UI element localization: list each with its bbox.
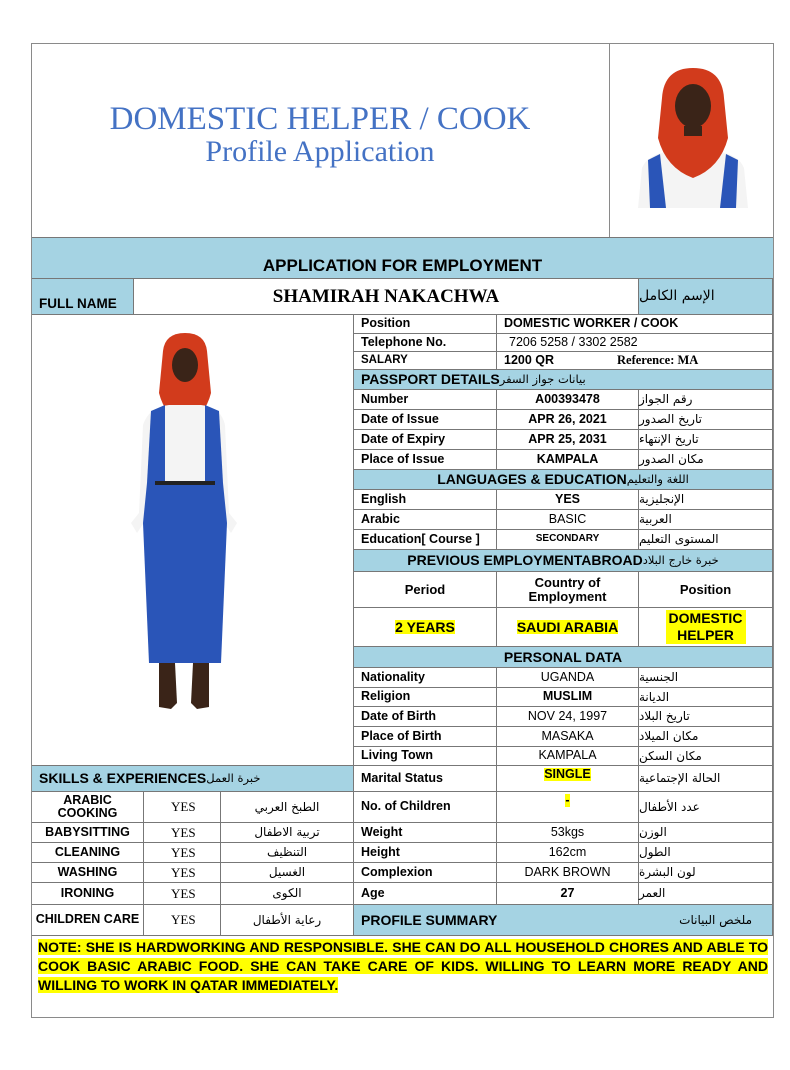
personal-data-heading: PERSONAL DATA (354, 647, 773, 668)
skill-arabic-cooking-ar: الطبخ العربي (221, 792, 354, 823)
skill-cleaning-value: YES (144, 843, 221, 863)
skills-heading-ar: خبرة العمل (206, 771, 261, 786)
date-of-expiry-label: Date of Expiry (354, 430, 497, 450)
marital-status-label: Marital Status (354, 766, 497, 792)
period-header: Period (354, 572, 497, 608)
marital-status-cell (497, 766, 639, 792)
country-value: SAUDI ARABIA (516, 618, 619, 635)
period-cell (354, 608, 497, 647)
children-ar: عدد الأطفال (639, 792, 773, 823)
profile-note (38, 938, 768, 995)
skill-children-care-value: YES (144, 905, 221, 936)
position-label: Position (354, 315, 497, 334)
previous-position-cell (639, 608, 773, 647)
position-header: Position (639, 572, 773, 608)
nationality-value: UGANDA (497, 668, 639, 688)
previous-position-value: DOMESTIC HELPER (666, 610, 746, 644)
place-of-issue-label: Place of Issue (354, 450, 497, 470)
full-body-photo (125, 333, 265, 733)
place-of-issue-value: KAMPALA (497, 450, 639, 470)
passport-heading-ar: بيانات جواز السفر (499, 372, 586, 387)
country-cell (497, 608, 639, 647)
height-label: Height (354, 843, 497, 863)
english-ar: الإنجليزية (639, 490, 773, 510)
date-of-birth-ar: تاريخ البلاد (639, 707, 773, 727)
complexion-ar: لون البشرة (639, 863, 773, 883)
position-value: DOMESTIC WORKER / COOK (497, 315, 773, 334)
living-town-ar: مكان السكن (639, 747, 773, 766)
passport-number-value: A00393478 (497, 390, 639, 410)
children-cell (497, 792, 639, 823)
living-town-label: Living Town (354, 747, 497, 766)
arabic-label: Arabic (354, 510, 497, 530)
skill-cleaning-label: CLEANING (32, 843, 144, 863)
profile-summary-heading-ar: ملخص البيانات (679, 912, 752, 927)
weight-label: Weight (354, 823, 497, 843)
date-of-birth-value: NOV 24, 1997 (497, 707, 639, 727)
english-value: YES (497, 490, 639, 510)
telephone-value: 7206 5258 / 3302 2582 (497, 334, 773, 352)
previous-heading-ar: خبرة خارج البلاد (642, 553, 719, 568)
period-value: 2 YEARS (395, 618, 455, 635)
reference-value: Reference: MA (609, 352, 773, 370)
children-label: No. of Children (354, 792, 497, 823)
full-name-label: FULL NAME (32, 279, 134, 315)
height-ar: الطول (639, 843, 773, 863)
marital-status-ar: الحالة الإجتماعية (639, 766, 773, 792)
salary-label: SALARY (354, 352, 497, 370)
weight-value: 53kgs (497, 823, 639, 843)
age-ar: العمر (639, 883, 773, 905)
page-title: DOMESTIC HELPER / COOK (109, 101, 531, 137)
languages-heading-ar: اللغة والتعليم (626, 472, 689, 487)
skill-children-care-label: CHILDREN CARE (32, 905, 144, 936)
religion-ar: الديانة (639, 688, 773, 707)
passport-heading-en: PASSPORT DETAILS (361, 371, 500, 388)
telephone-label: Telephone No. (354, 334, 497, 352)
skill-washing-ar: الغسيل (221, 863, 354, 883)
nationality-label: Nationality (354, 668, 497, 688)
education-ar: المستوى التعليم (639, 530, 773, 550)
skill-arabic-cooking-value: YES (144, 792, 221, 823)
place-of-birth-value: MASAKA (497, 727, 639, 747)
application-form (31, 43, 774, 1018)
headshot-frame (609, 44, 775, 237)
height-value: 162cm (497, 843, 639, 863)
living-town-value: KAMPALA (497, 747, 639, 766)
banner-title: APPLICATION FOR EMPLOYMENT (262, 256, 543, 275)
skill-babysitting-label: BABYSITTING (32, 823, 144, 843)
skill-ironing-label: IRONING (32, 883, 144, 905)
full-name-label-ar: الإسم الكامل (639, 279, 773, 315)
skill-arabic-cooking-label: ARABIC COOKING (32, 792, 144, 823)
profile-summary-heading (354, 905, 773, 936)
arabic-value: BASIC (497, 510, 639, 530)
country-header: Country of Employment (497, 572, 639, 608)
skill-children-care-ar: رعاية الأطفال (221, 905, 354, 936)
skill-cleaning-ar: التنظيف (221, 843, 354, 863)
religion-value: MUSLIM (497, 688, 639, 707)
age-value: 27 (497, 883, 639, 905)
skill-washing-label: WASHING (32, 863, 144, 883)
date-of-issue-label: Date of Issue (354, 410, 497, 430)
place-of-issue-ar: مكان الصدور (639, 450, 773, 470)
english-label: English (354, 490, 497, 510)
previous-heading-en: PREVIOUS EMPLOYMENTABROAD (407, 552, 643, 569)
passport-number-ar: رقم الجواز (639, 390, 773, 410)
banner-bar (32, 237, 773, 279)
skill-babysitting-ar: تربية الاطفال (221, 823, 354, 843)
passport-heading (354, 370, 773, 390)
place-of-birth-ar: مكان الميلاد (639, 727, 773, 747)
complexion-label: Complexion (354, 863, 497, 883)
passport-number-label: Number (354, 390, 497, 410)
skill-ironing-ar: الكوى (221, 883, 354, 905)
salary-value: 1200 QR (497, 352, 609, 370)
languages-heading-en: LANGUAGES & EDUCATION (437, 471, 627, 488)
skill-babysitting-value: YES (144, 823, 221, 843)
full-name-value: SHAMIRAH NAKACHWA (134, 279, 639, 315)
skill-ironing-value: YES (144, 883, 221, 905)
body-photo-frame (32, 315, 354, 766)
education-value: SECONDARY (497, 530, 639, 550)
previous-employment-heading (354, 550, 773, 572)
skill-washing-value: YES (144, 863, 221, 883)
page-subtitle: Profile Application (205, 135, 435, 168)
arabic-ar: العربية (639, 510, 773, 530)
complexion-value: DARK BROWN (497, 863, 639, 883)
languages-heading (354, 470, 773, 490)
date-of-issue-value: APR 26, 2021 (497, 410, 639, 430)
children-value: - (565, 793, 570, 807)
skills-heading (32, 766, 354, 792)
marital-status-value: SINGLE (544, 767, 591, 781)
nationality-ar: الجنسية (639, 668, 773, 688)
date-of-birth-label: Date of Birth (354, 707, 497, 727)
skills-heading-en: SKILLS & EXPERIENCES (39, 770, 207, 787)
profile-summary-heading-en: PROFILE SUMMARY (361, 911, 498, 928)
date-of-issue-ar: تاريخ الصدور (639, 410, 773, 430)
headshot-photo (628, 68, 758, 208)
place-of-birth-label: Place of Birth (354, 727, 497, 747)
education-label: Education[ Course ] (354, 530, 497, 550)
age-label: Age (354, 883, 497, 905)
profile-note-text: NOTE: SHE IS HARDWORKING AND RESPONSIBLE. SHE CAN DO ALL HOUSEHOLD CHORES AND ABLE TO COOK BASIC ARABIC FOOD. SHE CAN TAKE CARE OF KIDS. WILLING TO LEARN MORE READY AND WILLING TO WORK IN QATAR IMMEDIATELY. (38, 939, 768, 993)
religion-label: Religion (354, 688, 497, 707)
date-of-expiry-ar: تاريخ الإنتهاء (639, 430, 773, 450)
weight-ar: الوزن (639, 823, 773, 843)
date-of-expiry-value: APR 25, 2031 (497, 430, 639, 450)
